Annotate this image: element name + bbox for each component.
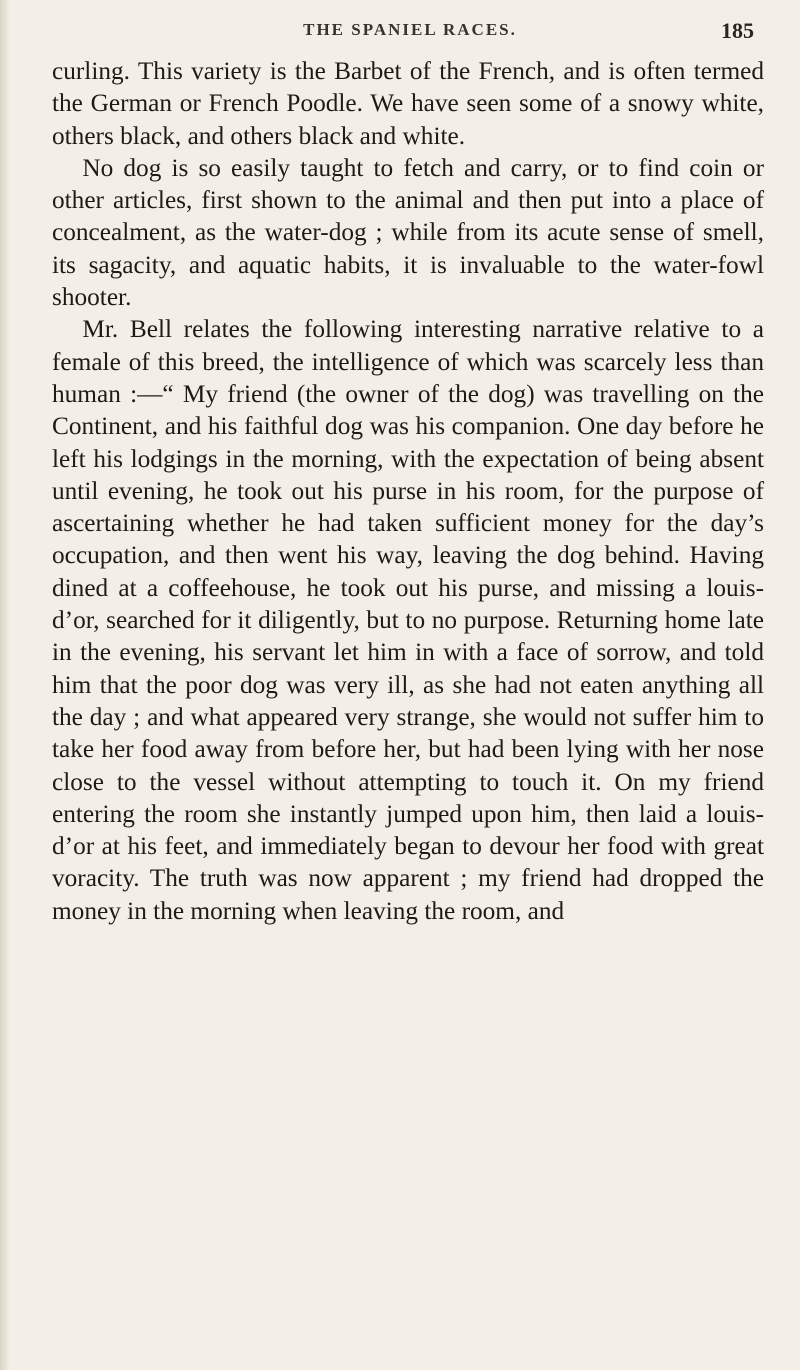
paragraph-water-dog-training: No dog is so easily taught to fetch and carry, or to find coin or other articles, first shown to the animal and then put into a place of concealment, as the water-dog ; while from its acute sense of smell, its sagacity, and aquatic habits, it is invaluable to the water-fowl shooter. [52,153,764,312]
running-title: THE SPANIEL RACES. [303,20,517,39]
body-text [52,55,764,927]
page-number: 185 [721,18,754,43]
paragraph-bell-narrative: Mr. Bell relates the following interesting narrative relative to a female of this breed, the intelligence of which was scarcely less than human :—“ My friend (the owner of the dog) was travelling on the Continent, and his faithful dog was his companion. One day before he left his lodgings in the morning, with the expectation of being absent until evening, he took out his purse in his room, for the purpose of ascertaining whether he had taken sufficient money for the day’s occupation, and then went his way, leaving the dog behind. Having dined at a coffeehouse, he took out his purse, and missing a louis-d’or, searched for it diligently, but to no purpose. Returning home late in the evening, his servant let him in with a face of sorrow, and told him that the poor dog was very ill, as she had not eaten anything all the day ; and what appeared very strange, she would not suffer him to take her food away from before her, but had been lying with her nose close to the vessel without attempting to touch it. On my friend entering the room she instantly jumped upon him, then laid a louis-d’or at his feet, and immediately began to devour her food with great voracity. The truth was now apparent ; my friend had dropped the money in the morning when leaving the room, and [52,315,764,925]
page-gutter [0,0,10,1370]
running-head [60,12,760,52]
paragraph-poodle-variety: curling. This variety is the Barbet of the French, and is often termed the German or French Poodle. We have seen some of a snowy white, others black, and others black and white. [52,57,764,150]
